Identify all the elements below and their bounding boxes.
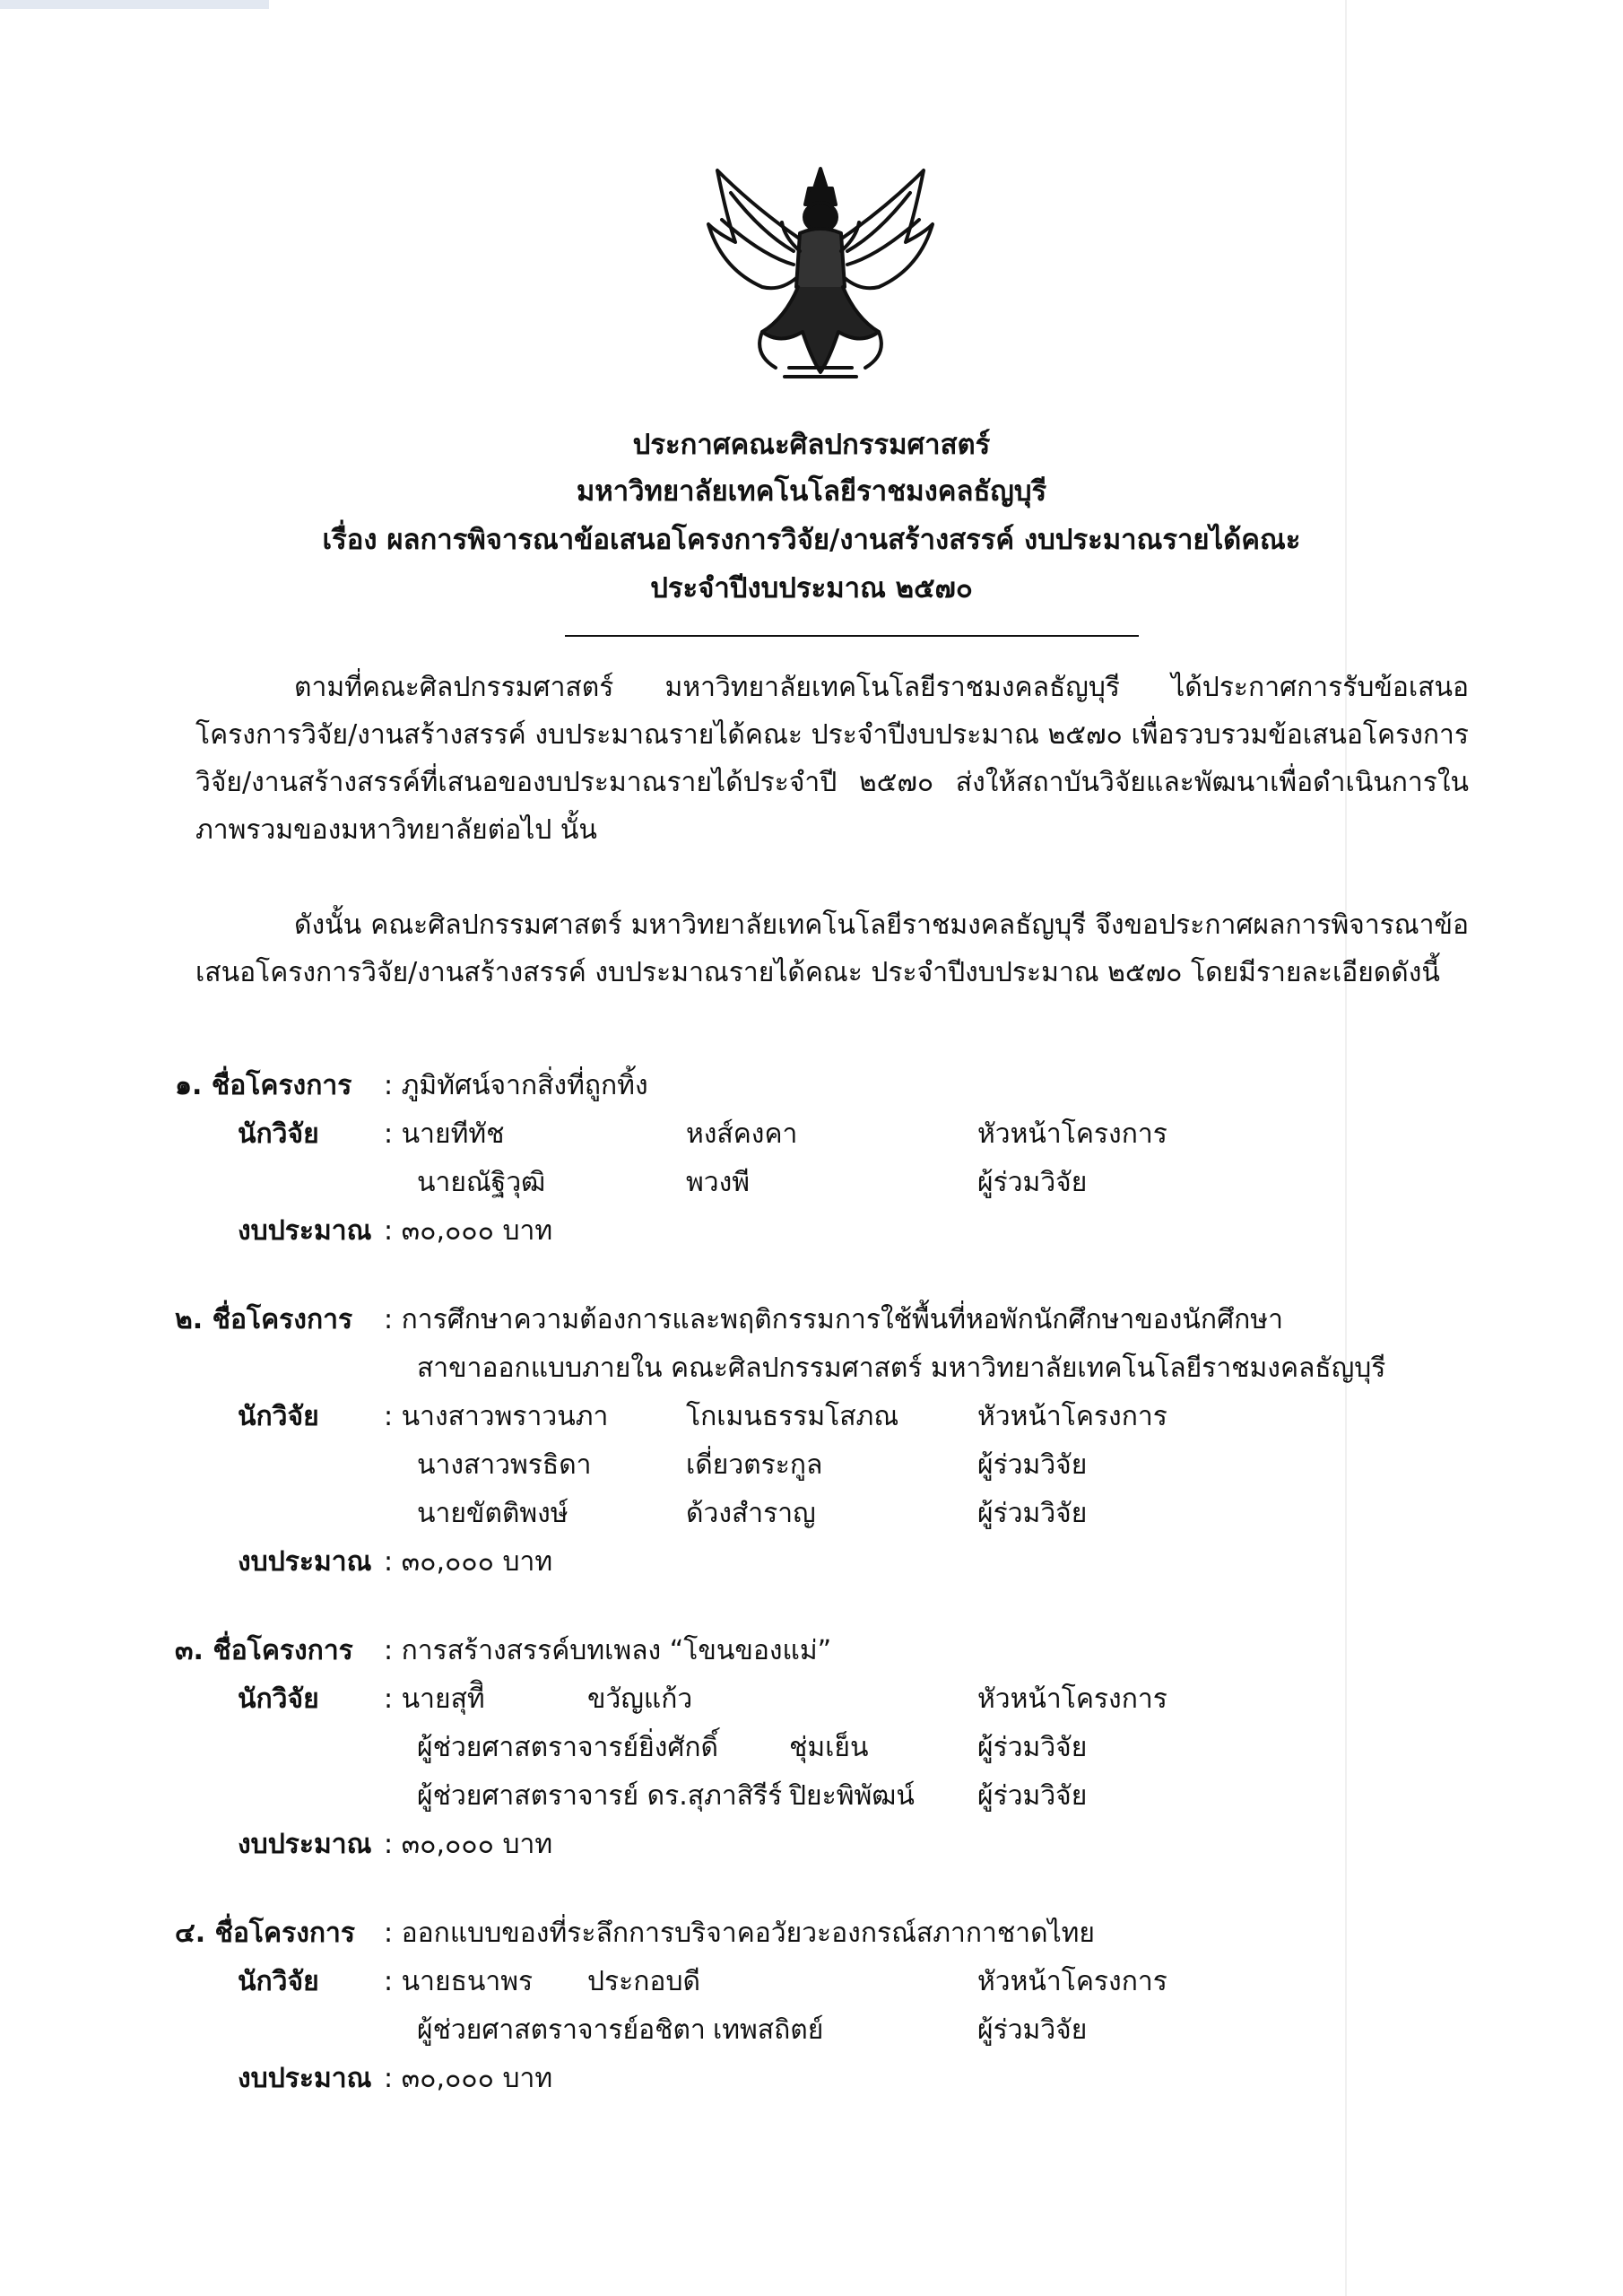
garuda-emblem-icon — [699, 152, 942, 395]
scan-edge-mark — [0, 0, 269, 9]
researcher-last-name: โกเมนธรรมโสภณ — [686, 1401, 899, 1432]
budget-amount: : ๓๐,๐๐๐ บาท — [384, 1829, 553, 1860]
researcher-role: ผู้ร่วมวิจัย — [977, 1167, 1088, 1198]
header-faculty: ประกาศคณะศิลปกรรมศาสตร์ — [632, 429, 991, 461]
researcher-label: นักวิจัย — [238, 1401, 319, 1432]
researcher-role: ผู้ร่วมวิจัย — [977, 1449, 1088, 1481]
researcher-role: ผู้ร่วมวิจัย — [977, 1732, 1088, 1763]
researcher-first-name: นายขัตติพงษ์ — [417, 1498, 568, 1529]
budget-amount: : ๓๐,๐๐๐ บาท — [384, 2063, 553, 2094]
researcher-role: หัวหน้าโครงการ — [977, 1118, 1167, 1150]
researcher-first-name: : นายสุทีิ — [384, 1683, 485, 1715]
researcher-last-name: เดี่ยวตระกูล — [686, 1449, 823, 1481]
researcher-first-name: ผู้ช่วยศาสตราจารย์ยิ่งศักดิ์ — [417, 1732, 719, 1763]
researcher-last-name: เทพสถิตย์ — [713, 2014, 824, 2046]
researcher-role: หัวหน้าโครงการ — [977, 1401, 1167, 1432]
header-university: มหาวิทยาลัยเทคโนโลยีราชมงคลธัญบุรี — [576, 475, 1047, 508]
project-title-continued: สาขาออกแบบภายใน คณะศิลปกรรมศาสตร์ มหาวิทยาลัยเทคโนโลยีราชมงคลธัญบุรี — [417, 1352, 1386, 1384]
budget-label: งบประมาณ — [238, 1829, 372, 1860]
researcher-first-name: : นางสาวพราวนภา — [384, 1401, 609, 1432]
researcher-last-name: ชุ่มเย็น — [789, 1732, 869, 1763]
researcher-first-name: นายณัฐิวุฒิ — [417, 1167, 546, 1198]
researcher-label: นักวิจัย — [238, 1118, 319, 1150]
scan-crease-line — [1345, 0, 1347, 2296]
researcher-last-name: ด้วงสำราญ — [686, 1498, 816, 1529]
researcher-last-name: ประกอบดี — [587, 1966, 700, 1997]
researcher-role: ผู้ร่วมวิจัย — [977, 1780, 1088, 1812]
project-label: ๓. ชื่อโครงการ — [175, 1635, 353, 1666]
header-divider — [565, 635, 1139, 637]
researcher-role: หัวหน้าโครงการ — [977, 1683, 1167, 1715]
researcher-role: ผู้ร่วมวิจัย — [977, 1498, 1088, 1529]
researcher-role: ผู้ร่วมวิจัย — [977, 2014, 1088, 2046]
project-title: : ออกแบบของที่ระลึกการบริจาคอวัยวะองกรณ์สภากาชาดไทย — [384, 1918, 1096, 1949]
researcher-last-name: พวงพี — [686, 1167, 751, 1198]
researcher-first-name: ผู้ช่วยศาสตราจารย์ ดร.สุภาสิรีร์ — [417, 1780, 783, 1812]
budget-amount: : ๓๐,๐๐๐ บาท — [384, 1546, 553, 1578]
intro-paragraph: ตามที่คณะศิลปกรรมศาสตร์ มหาวิทยาลัยเทคโนโลยีราชมงคลธัญบุรี ได้ประกาศการรับข้อเสนอโครงการวิจัย/งานสร้างสรรค์ งบประมาณรายได้คณะ ประจำปีงบประมาณ ๒๕๗๐ เพื่อรวบรวมข้อเสนอโครงการวิจัย/งานสร้างสรรค์ที่เสนอของบประมาณรายได้ประจำปี ๒๕๗๐ ส่งให้สถาบันวิจัยและพัฒนาเพื่อดำเนินการในภาพรวมของมหาวิทยาลัยต่อไป นั้น — [195, 672, 1469, 846]
researcher-first-name: ผู้ช่วยศาสตราจารย์อชิตา — [417, 2014, 706, 2046]
researcher-label: นักวิจัย — [238, 1966, 319, 1997]
researcher-first-name: : นายธนาพร — [384, 1966, 534, 1997]
researcher-last-name: ขวัญแก้ว — [587, 1683, 693, 1715]
project-label: ๔. ชื่อโครงการ — [175, 1918, 355, 1949]
researcher-role: หัวหน้าโครงการ — [977, 1966, 1167, 1997]
project-label: ๒. ชื่อโครงการ — [175, 1304, 353, 1335]
project-label: ๑. ชื่อโครงการ — [175, 1070, 352, 1101]
budget-label: งบประมาณ — [238, 2063, 372, 2094]
budget-amount: : ๓๐,๐๐๐ บาท — [384, 1215, 553, 1247]
researcher-last-name: หงส์คงคา — [686, 1118, 798, 1150]
researcher-last-name: ปิยะพิพัฒน์ — [789, 1780, 915, 1812]
project-title: : ภูมิทัศน์จากสิ่งที่ถูกทิ้ง — [384, 1070, 648, 1101]
project-title: : การสร้างสรรค์บทเพลง “โขนของแม่” — [384, 1635, 832, 1666]
header-subject: เรื่อง ผลการพิจารณาข้อเสนอโครงการวิจัย/งานสร้างสรรค์ งบประมาณรายได้คณะ — [322, 524, 1301, 556]
announce-paragraph: ดังนั้น คณะศิลปกรรมศาสตร์ มหาวิทยาลัยเทคโนโลยีราชมงคลธัญบุรี จึงขอประกาศผลการพิจารณาข้อเสนอโครงการวิจัย/งานสร้างสรรค์ งบประมาณรายได้คณะ ประจำปีงบประมาณ ๒๕๗๐ โดยมีรายละเอียดดังนี้ — [195, 909, 1469, 988]
budget-label: งบประมาณ — [238, 1546, 372, 1578]
header-fiscal-year: ประจำปีงบประมาณ ๒๕๗๐ — [650, 572, 973, 604]
project-title: : การศึกษาความต้องการและพฤติกรรมการใช้พื้นที่หอพักนักศึกษาของนักศึกษา — [384, 1304, 1283, 1335]
researcher-first-name: : นายทีทัช — [384, 1118, 505, 1150]
researcher-label: นักวิจัย — [238, 1683, 319, 1715]
researcher-first-name: นางสาวพรธิดา — [417, 1449, 592, 1481]
budget-label: งบประมาณ — [238, 1215, 372, 1247]
